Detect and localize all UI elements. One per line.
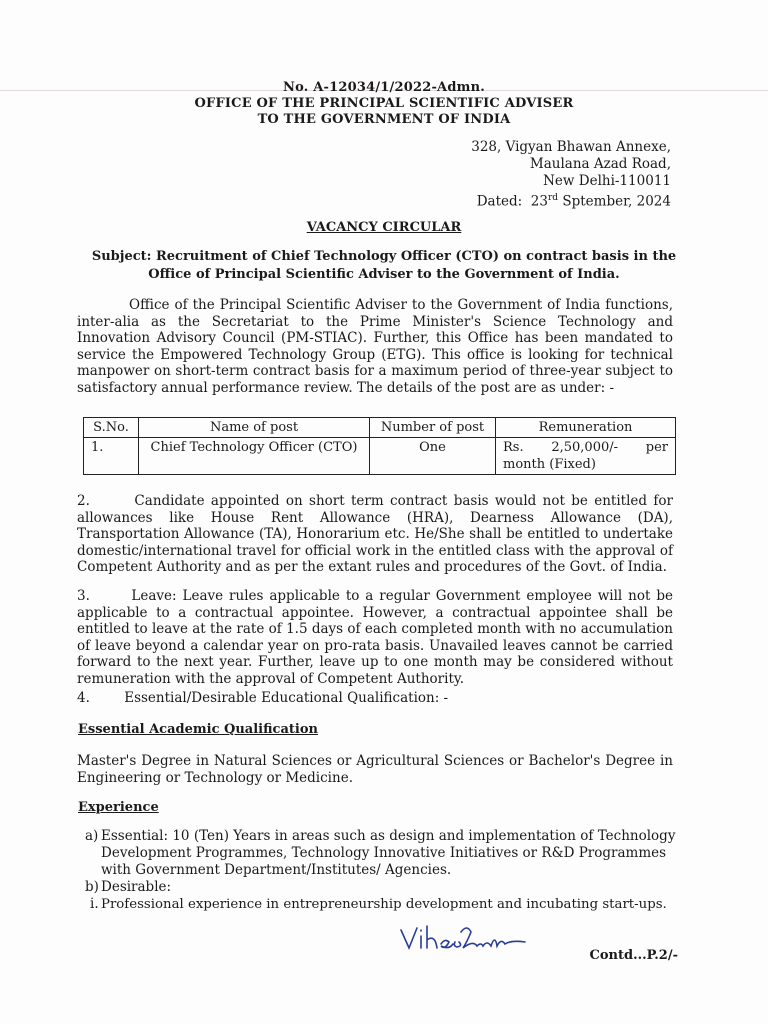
- header-name-of-post: Name of post: [139, 418, 370, 438]
- subject-block: [78, 248, 690, 284]
- dated-label: Dated:: [476, 193, 523, 210]
- rem-rs: Rs.: [503, 440, 524, 455]
- rem-amount: 2,50,000/-: [551, 440, 619, 455]
- remuneration-line2: month (Fixed): [503, 457, 596, 472]
- list-label-b: b): [85, 879, 99, 895]
- paragraph-2: 2. Candidate appointed on short term contract basis would not be entitled for allowances like House Rent Allowance (HRA), Dearness Allowance (DA), Transportation Allowance (TA), Honorarium etc. He/She shall be entitled to undertake domestic/international travel for official work in the entitled class with the approval of Competent Authority and as per the extant rules and procedures of the Govt. of India.: [77, 493, 673, 576]
- address-line3: New Delhi-110011: [543, 173, 671, 189]
- list-text-a: Essential: 10 (Ten) Years in areas such as design and implementation of Technology Development Programmes, Technology Innovative Initiatives or R&D Programmes with Government Department/Institutes/ Agencies.: [101, 828, 676, 878]
- subject-line1: Subject: Recruitment of Chief Technology Officer (CTO) on contract basis in the: [91, 249, 677, 264]
- office-name-line2: TO THE GOVERNMENT OF INDIA: [257, 112, 511, 127]
- circular-title: VACANCY CIRCULAR: [306, 220, 462, 235]
- experience-heading: Experience: [78, 800, 159, 815]
- office-name-line1: OFFICE OF THE PRINCIPAL SCIENTIFIC ADVISER: [194, 96, 574, 111]
- continued-marker: Contd...P.2/-: [589, 948, 678, 963]
- reference-number: No. A-12034/1/2022-Admn.: [283, 80, 485, 95]
- list-label-a: a): [85, 828, 99, 844]
- table-row: [84, 438, 676, 475]
- address-line1: 328, Vigyan Bhawan Annexe,: [471, 139, 671, 155]
- list-label-i: i.: [90, 896, 99, 912]
- date-day: 23: [530, 193, 548, 210]
- subject-line2: Office of Principal Scientific Adviser to the Government of India.: [148, 267, 620, 282]
- experience-list: [85, 828, 680, 913]
- essential-qualification-heading: Essential Academic Qualification: [78, 722, 318, 737]
- cell-sno: 1.: [84, 438, 139, 475]
- rem-per: per: [645, 440, 668, 455]
- list-item: [85, 828, 680, 879]
- date-rest: Sptember, 2024: [562, 193, 671, 210]
- remuneration-line1: [503, 439, 668, 456]
- list-text-i: Professional experience in entrepreneurship development and incubating start-ups.: [101, 897, 667, 912]
- paragraph-4: 4. Essential/Desirable Educational Qualification: -: [77, 690, 449, 706]
- list-item: [85, 879, 680, 896]
- header-sno: S.No.: [84, 418, 139, 438]
- date-line: [471, 190, 671, 211]
- header-number-of-post: Number of post: [370, 418, 496, 438]
- address-line2: Maulana Azad Road,: [529, 156, 671, 172]
- intro-paragraph: Office of the Principal Scientific Adviser to the Government of India functions, inter-alia as the Secretariat to the Prime Minister's Science Technology and Innovation Advisory Council (PM-STIAC). Further, this Office has been mandated to service the Empowered Technology Group (ETG). This office is looking for technical manpower on short-term contract basis for a maximum period of three-year subject to satisfactory annual performance review. The details of the post are as under: -: [77, 297, 673, 396]
- handwritten-signature: [397, 920, 537, 960]
- cell-remuneration: [496, 438, 676, 475]
- vacancy-table: [83, 417, 676, 475]
- cell-number: One: [370, 438, 496, 475]
- paragraph-3: 3. Leave: Leave rules applicable to a regular Government employee will not be applicable to a contractual appointee. However, a contractual appointee shall be entitled to leave at the rate of 1.5 days of each completed month with no accumulation of leave beyond a calendar year on pro-rata basis. Unavailed leaves cannot be carried forward to the next year. Further, leave up to one month may be considered without remuneration with the approval of Competent Authority.: [77, 588, 673, 687]
- header-remuneration: Remuneration: [496, 418, 676, 438]
- cell-name: Chief Technology Officer (CTO): [139, 438, 370, 475]
- list-item: [90, 896, 680, 913]
- list-text-b: Desirable:: [101, 879, 172, 895]
- date-suffix: rd: [547, 193, 559, 203]
- address-block: [471, 139, 671, 211]
- table-header-row: [84, 418, 676, 438]
- essential-qualification-text: Master's Degree in Natural Sciences or Agricultural Sciences or Bachelor's Degree in Engineering or Technology or Medicine.: [77, 753, 673, 786]
